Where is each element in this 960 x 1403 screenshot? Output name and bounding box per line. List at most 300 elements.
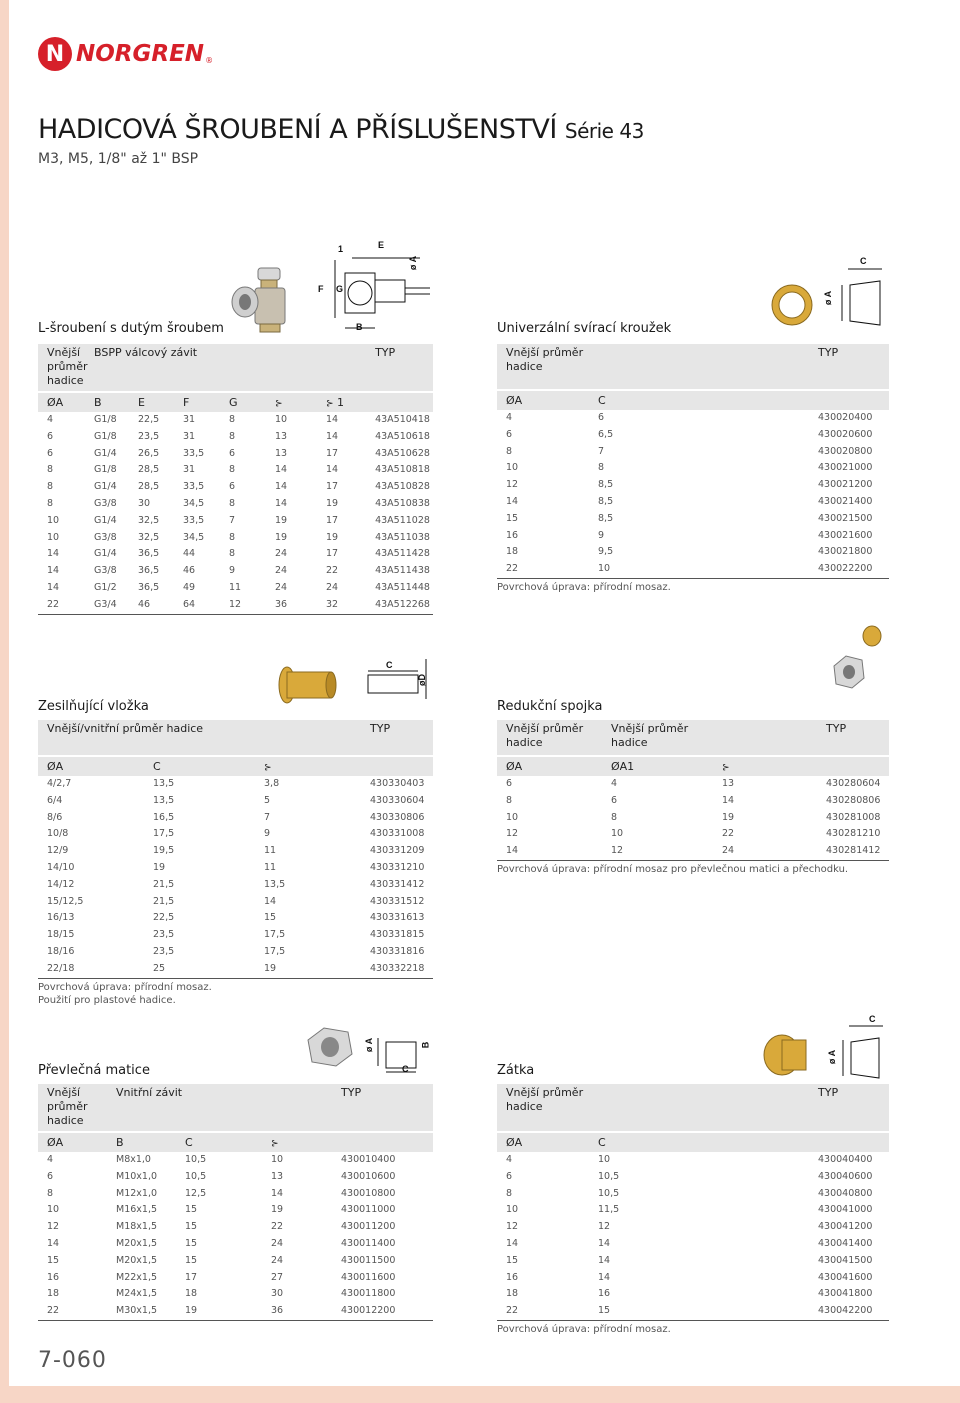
ring-table — [497, 344, 889, 579]
col-typ-blank — [809, 390, 889, 410]
table-cell: 430331210 — [370, 861, 425, 873]
table-cell: 24 — [271, 1237, 284, 1249]
table-row — [497, 410, 889, 427]
table-cell: 8 — [506, 794, 513, 806]
table-cell: 14 — [47, 548, 60, 560]
table-cell: 8 — [506, 1187, 513, 1199]
table-cell: 4 — [47, 414, 54, 425]
table-cell: 12,5 — [185, 1187, 207, 1199]
page-title — [38, 114, 644, 145]
table-cell: G3/8 — [94, 497, 117, 509]
table-cell: 31 — [183, 464, 196, 476]
table-cell: G3/8 — [94, 565, 117, 577]
table-row — [38, 1202, 433, 1219]
table-cell: M24x1,5 — [116, 1288, 158, 1300]
table-row — [38, 1219, 433, 1236]
table-cell: 8,5 — [598, 479, 614, 491]
table-row — [497, 528, 889, 545]
table-cell: G1/4 — [94, 514, 117, 526]
table-cell: 16/13 — [47, 912, 75, 924]
hdr-outer-dia: Vnější průměr hadice — [38, 1084, 107, 1132]
col-c: C — [589, 1132, 809, 1152]
table-cell: 28,5 — [138, 464, 160, 476]
nut-dim-a: ø A — [364, 1037, 375, 1053]
table-cell: 8 — [229, 430, 236, 442]
table-cell: 44 — [183, 548, 196, 560]
table-cell: 33,5 — [183, 481, 205, 493]
table-cell: 12 — [506, 1221, 519, 1233]
table-row — [38, 479, 433, 496]
section-title: Redukční spojka — [497, 699, 603, 714]
table-cell: 43A511038 — [375, 531, 430, 543]
table-cell: 21,5 — [153, 878, 175, 890]
table-cell: 34,5 — [183, 497, 205, 509]
table-cell: 12/9 — [47, 845, 69, 857]
table-row — [497, 1186, 889, 1203]
table-cell: 33,5 — [183, 447, 205, 459]
table-cell: 11 — [229, 581, 242, 593]
table-cell: 14/10 — [47, 861, 75, 873]
section-title: L-šroubení s dutým šroubem — [38, 321, 224, 336]
section-ring — [497, 320, 889, 594]
table-cell: 10 — [506, 462, 519, 474]
table-cell: 430331815 — [370, 929, 425, 941]
hdr-blank — [589, 344, 809, 390]
table-cell: 6 — [598, 412, 605, 423]
table-cell: 19,5 — [153, 845, 175, 857]
table-cell: 14 — [598, 1271, 611, 1283]
table-cell: 430011800 — [341, 1288, 396, 1300]
table-cell: G1/4 — [94, 548, 117, 560]
insert-dim-c: C — [386, 660, 393, 670]
table-row — [497, 1270, 889, 1287]
table-cell: 22,5 — [153, 912, 175, 924]
table-row — [38, 810, 433, 827]
hdr-blank — [255, 720, 361, 756]
table-cell: 430010600 — [341, 1170, 396, 1182]
col-b: B — [85, 392, 129, 412]
table-cell: 11,5 — [598, 1204, 620, 1216]
table-cell: 10 — [589, 561, 809, 578]
table-cell: 43A510838 — [375, 497, 430, 509]
col-typ-blank — [361, 756, 433, 776]
table-row — [38, 530, 433, 547]
table-cell: 14 — [326, 414, 339, 425]
table-cell: 14 — [275, 481, 288, 493]
table-row — [38, 429, 433, 446]
table-row — [497, 1236, 889, 1253]
section-l-fitting — [38, 320, 433, 615]
table-row — [38, 1186, 433, 1203]
table-cell: 22 — [38, 597, 85, 614]
dim-a-label: ø A — [408, 255, 419, 271]
table-cell: 430332218 — [361, 961, 433, 978]
table-cell: 430021000 — [818, 462, 873, 474]
table-cell: 430041500 — [818, 1254, 873, 1266]
table-cell: 10 — [506, 811, 519, 823]
table-row — [497, 477, 889, 494]
plug-table — [497, 1084, 889, 1321]
table-row — [497, 1253, 889, 1270]
table-cell: 34,5 — [183, 531, 205, 543]
table-cell: 13 — [275, 447, 288, 459]
table-cell: 14 — [326, 464, 339, 476]
table-cell: 6 — [47, 447, 54, 459]
reducer-table — [497, 720, 889, 861]
hdr-outer-dia-2: Vnější průměr hadice — [602, 720, 713, 756]
col-wrench — [262, 1132, 332, 1152]
table-cell: 36,5 — [138, 548, 160, 560]
table-row — [497, 427, 889, 444]
table-cell: 430041200 — [818, 1221, 873, 1233]
insert-dim-d: øD — [417, 674, 427, 686]
table-cell: 22/18 — [38, 961, 144, 978]
table-cell: 430040800 — [818, 1187, 873, 1199]
table-cell: 32,5 — [138, 514, 160, 526]
table-cell: 8 — [229, 531, 236, 543]
table-cell: 26,5 — [138, 447, 160, 459]
table-row — [38, 513, 433, 530]
table-cell: 430021800 — [818, 546, 873, 558]
table-row — [497, 810, 889, 827]
dim-b-label: B — [356, 322, 363, 332]
table-row — [497, 544, 889, 561]
table-cell: 14 — [326, 430, 339, 442]
table-cell: 24 — [326, 581, 339, 593]
section-title: Zesilňující vložka — [38, 699, 149, 714]
table-cell: 430011500 — [341, 1254, 396, 1266]
table-cell: 6 — [47, 430, 54, 442]
insert-note-2: Použití pro plastové hadice. — [38, 994, 176, 1006]
page-series: Série 43 — [564, 119, 644, 143]
table-cell: 22 — [722, 828, 735, 840]
table-cell: 36 — [262, 1303, 332, 1320]
table-cell: 430021600 — [818, 529, 873, 541]
table-cell: 12 — [506, 828, 519, 840]
table-cell: 430011400 — [341, 1237, 396, 1249]
table-row — [497, 460, 889, 477]
table-cell: 10 — [271, 1154, 284, 1165]
wrench-icon: ⊱ — [722, 763, 730, 773]
table-cell: 430041800 — [818, 1288, 873, 1300]
table-cell: M20x1,5 — [116, 1254, 158, 1266]
hdr-outer-dia: Vnější průměr hadice — [497, 344, 589, 390]
table-cell: 23,5 — [138, 430, 160, 442]
table-cell: 14 — [264, 895, 277, 907]
table-row — [497, 494, 889, 511]
table-cell: 430010400 — [341, 1154, 396, 1165]
table-cell: M22x1,5 — [116, 1271, 158, 1283]
table-row — [497, 1286, 889, 1303]
table-row — [38, 894, 433, 911]
table-cell: 11 — [264, 845, 277, 857]
table-cell: 15 — [589, 1303, 809, 1320]
table-cell: M30x1,5 — [107, 1303, 176, 1320]
table-cell: 4/2,7 — [47, 778, 72, 789]
table-cell: 8 — [229, 548, 236, 560]
table-cell: 6 — [47, 1170, 54, 1182]
table-cell: G1/8 — [94, 414, 117, 425]
table-cell: 19 — [326, 497, 339, 509]
table-cell: 11 — [264, 861, 277, 873]
table-cell: 64 — [174, 597, 220, 614]
table-cell: 8 — [229, 414, 236, 425]
dim-1-label: 1 — [338, 244, 344, 254]
col-a1: ØA1 — [602, 756, 713, 776]
table-cell: 15/12,5 — [47, 895, 84, 907]
table-row — [497, 1202, 889, 1219]
hdr-blank — [713, 720, 817, 756]
table-cell: 430330806 — [370, 811, 425, 823]
table-row — [497, 843, 889, 860]
col-a: ØA — [38, 756, 144, 776]
wrench-icon — [266, 392, 317, 412]
nut-dim-c: C — [402, 1064, 409, 1074]
nut-table — [38, 1084, 433, 1321]
wrench-icon: ⊱ — [326, 399, 334, 409]
table-cell: 24 — [271, 1254, 284, 1266]
table-cell: 430012200 — [332, 1303, 433, 1320]
table-row — [497, 826, 889, 843]
table-row — [38, 412, 433, 429]
table-cell: 14 — [275, 464, 288, 476]
table-row — [497, 444, 889, 461]
table-row — [38, 776, 433, 793]
hdr-inner-thread: Vnitřní závit — [107, 1084, 262, 1132]
table-cell: 24 — [275, 581, 288, 593]
table-row — [38, 462, 433, 479]
table-cell: 12 — [47, 1221, 60, 1233]
table-cell: 19 — [722, 811, 735, 823]
table-cell: 430021500 — [818, 512, 873, 524]
table-cell: 10 — [598, 1154, 611, 1165]
table-cell: 8 — [229, 497, 236, 509]
table-cell: 10 — [611, 828, 624, 840]
col-wrench-1 — [317, 392, 366, 412]
table-cell: 13 — [722, 778, 735, 789]
hdr-outer-dia: Vnější průměr hadice — [38, 344, 85, 392]
table-cell: 430281210 — [826, 828, 881, 840]
wrench-glyph: ⊱ — [275, 399, 283, 409]
col-typ-blank — [332, 1132, 433, 1152]
table-cell: 49 — [183, 581, 196, 593]
logo-registered: ® — [205, 56, 214, 65]
table-cell: 17 — [326, 481, 339, 493]
table-cell: 10 — [47, 514, 60, 526]
col-a: ØA — [38, 392, 85, 412]
table-cell: 19 — [176, 1303, 262, 1320]
hdr-typ: TYP — [332, 1084, 433, 1132]
table-cell: 12 — [598, 1221, 611, 1233]
table-cell: 8 — [47, 481, 54, 493]
table-row — [38, 843, 433, 860]
col-a: ØA — [497, 1132, 589, 1152]
table-cell: 15 — [185, 1221, 198, 1233]
table-cell: M10x1,0 — [116, 1170, 158, 1182]
table-cell: 14 — [598, 1237, 611, 1249]
col-f: F — [174, 392, 220, 412]
table-cell: 6 — [229, 481, 236, 493]
table-row — [497, 511, 889, 528]
section-title: Zátka — [497, 1063, 535, 1078]
table-cell: 19 — [326, 531, 339, 543]
table-cell: 14 — [47, 1237, 60, 1249]
table-cell: 430330604 — [370, 794, 425, 806]
table-cell: 8/6 — [47, 811, 63, 823]
table-cell: 12 — [602, 843, 713, 860]
table-cell: 25 — [144, 961, 255, 978]
table-cell: 13,5 — [153, 794, 175, 806]
table-cell: 4 — [47, 1154, 54, 1165]
table-cell: 16 — [506, 1271, 519, 1283]
table-cell: 43A510828 — [375, 481, 430, 493]
table-cell: 24 — [275, 565, 288, 577]
table-cell: 17,5 — [153, 828, 175, 840]
table-cell: 430331512 — [370, 895, 425, 907]
plug-dim-c: C — [869, 1014, 876, 1024]
table-cell: 43A511448 — [375, 581, 430, 593]
table-cell: 14 — [722, 794, 735, 806]
table-cell: 430010800 — [341, 1187, 396, 1199]
table-cell: 430330403 — [370, 778, 425, 789]
table-cell: 24 — [275, 548, 288, 560]
table-cell: 10 — [506, 1204, 519, 1216]
table-cell: 8 — [611, 811, 618, 823]
table-cell: 13 — [271, 1170, 284, 1182]
table-row — [38, 563, 433, 580]
table-cell: 14 — [506, 1237, 519, 1249]
table-row — [38, 580, 433, 597]
table-row — [497, 776, 889, 793]
table-cell: 43A510418 — [375, 414, 430, 425]
table-cell: 430331816 — [370, 945, 425, 957]
table-row — [497, 1169, 889, 1186]
table-cell: 14 — [506, 495, 519, 507]
table-cell: 430281008 — [826, 811, 881, 823]
insert-note-1: Povrchová úprava: přírodní mosaz. — [38, 981, 212, 993]
nut-dim-b: B — [420, 1041, 431, 1049]
reducer-note: Povrchová úprava: přírodní mosaz pro převlečnou matici a přechodku. — [497, 863, 849, 875]
hdr-outer-dia: Vnější průměr hadice — [497, 720, 602, 756]
table-cell: M16x1,5 — [116, 1204, 158, 1216]
table-cell: 10 — [47, 531, 60, 543]
table-cell: 4 — [506, 1154, 513, 1165]
col-wrench — [713, 756, 817, 776]
logo-mark: N — [38, 37, 72, 71]
table-cell: 430011600 — [341, 1271, 396, 1283]
table-cell: 6 — [611, 794, 618, 806]
table-cell: G3/4 — [85, 597, 129, 614]
table-row — [38, 496, 433, 513]
table-cell: 31 — [183, 430, 196, 442]
side-accent-band — [0, 0, 9, 1403]
table-cell: 46 — [183, 565, 196, 577]
table-cell: 6 — [506, 428, 513, 440]
table-cell: 8,5 — [598, 495, 614, 507]
section-reducer — [497, 698, 889, 876]
table-cell: 17 — [185, 1271, 198, 1283]
table-cell: 16,5 — [153, 811, 175, 823]
insert-table — [38, 720, 433, 979]
table-row — [497, 1219, 889, 1236]
table-row — [38, 546, 433, 563]
table-cell: 430011200 — [341, 1221, 396, 1233]
table-cell: 430331008 — [370, 828, 425, 840]
table-cell: 430041000 — [818, 1204, 873, 1216]
table-cell: 33,5 — [183, 514, 205, 526]
table-cell: G1/2 — [94, 581, 117, 593]
table-cell: 43A512268 — [366, 597, 433, 614]
table-row — [38, 1270, 433, 1287]
hdr-blank — [262, 1084, 332, 1132]
table-cell: M8x1,0 — [116, 1154, 151, 1165]
ring-dim-a: ø A — [823, 290, 834, 306]
table-cell: 9 — [229, 565, 236, 577]
section-nut — [38, 1062, 433, 1321]
table-cell: 22 — [326, 565, 339, 577]
table-cell: 13,5 — [153, 778, 175, 789]
table-cell: 36,5 — [138, 581, 160, 593]
table-row — [38, 860, 433, 877]
col-e: E — [129, 392, 174, 412]
table-cell: 30 — [271, 1288, 284, 1300]
col-wrench — [255, 756, 361, 776]
table-cell: 430041600 — [818, 1271, 873, 1283]
table-row — [38, 877, 433, 894]
table-cell: 10,5 — [598, 1170, 620, 1182]
table-row — [38, 910, 433, 927]
page-subtitle: M3, M5, 1/8" až 1" BSP — [38, 151, 199, 167]
table-cell: 43A511428 — [375, 548, 430, 560]
col-a: ØA — [38, 1132, 107, 1152]
table-cell: M18x1,5 — [116, 1221, 158, 1233]
plug-dim-a: ø A — [827, 1049, 838, 1065]
table-cell: 430040400 — [818, 1154, 873, 1165]
col-typ-blank — [809, 1132, 889, 1152]
dim-g-label: G — [336, 284, 344, 294]
hdr-outer-dia: Vnější průměr hadice — [497, 1084, 589, 1132]
table-cell: 18 — [47, 1288, 60, 1300]
table-cell: 9 — [598, 529, 605, 541]
table-cell: 17,5 — [264, 929, 286, 941]
table-cell: 6 — [229, 447, 236, 459]
table-cell: M12x1,0 — [116, 1187, 158, 1199]
table-cell: M20x1,5 — [116, 1237, 158, 1249]
table-cell: 430021200 — [818, 479, 873, 491]
dim-e-label: E — [378, 240, 385, 250]
table-row — [38, 1253, 433, 1270]
col-c: C — [176, 1132, 262, 1152]
table-row — [38, 961, 433, 978]
ring-note: Povrchová úprava: přírodní mosaz. — [497, 581, 671, 593]
hdr-typ: TYP — [809, 344, 889, 390]
col-c: C — [144, 756, 255, 776]
table-cell: 430020600 — [818, 428, 873, 440]
table-cell: 22 — [271, 1221, 284, 1233]
table-cell: 430280604 — [826, 778, 881, 789]
table-cell: 43A511028 — [375, 514, 430, 526]
section-title: Převlečná matice — [38, 1063, 150, 1078]
table-cell: 10,5 — [185, 1154, 207, 1165]
hdr-typ: TYP — [366, 344, 433, 392]
col-a: ØA — [497, 390, 589, 410]
col-a: ØA — [497, 756, 602, 776]
bottom-accent-band — [0, 1386, 960, 1403]
table-cell: 10 — [47, 1204, 60, 1216]
table-cell: 8 — [47, 1187, 54, 1199]
table-cell: 430022200 — [809, 561, 889, 578]
table-cell: 7 — [264, 811, 271, 823]
